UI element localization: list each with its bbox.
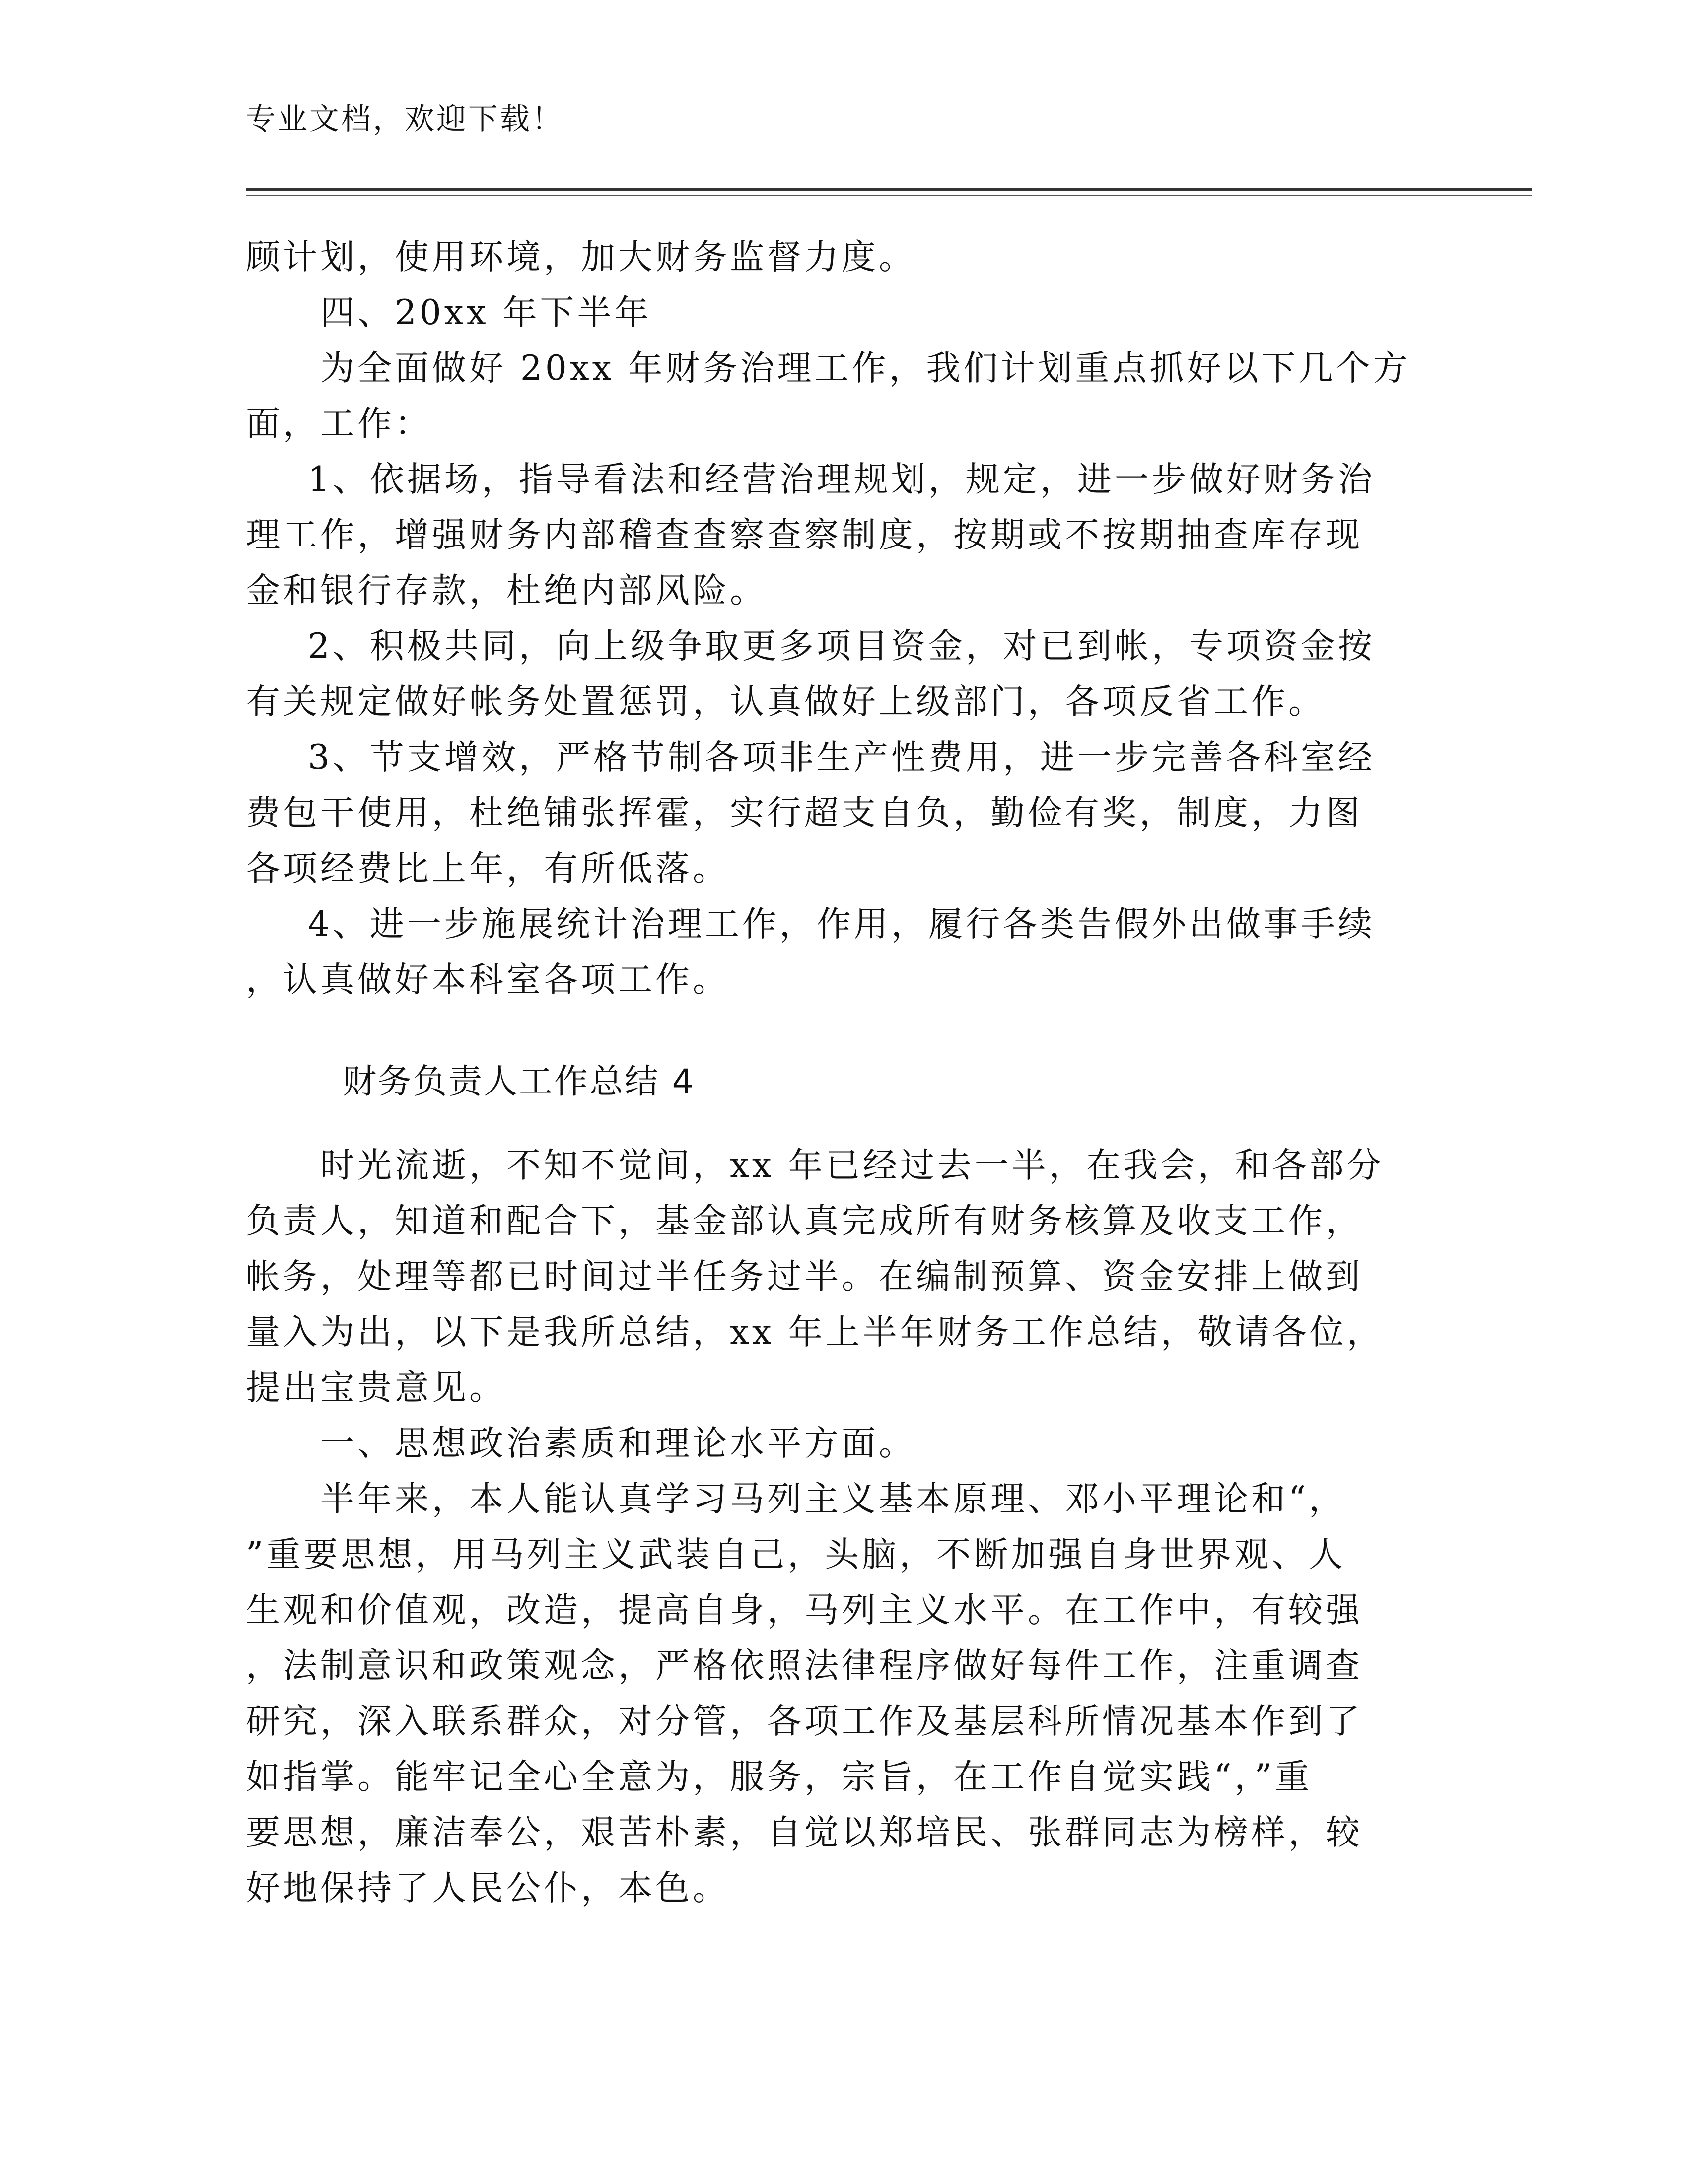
paragraph-line: 生观和价值观，改造，提高自身，马列主义水平。在工作中，有较强: [246, 1590, 1363, 1630]
paragraph-line: 要思想，廉洁奉公，艰苦朴素，自觉以郑培民、张群同志为榜样，较: [246, 1813, 1363, 1852]
paragraph-line: 3、节支增效，严格节制各项非生产性费用，进一步完善各科室经: [308, 738, 1375, 777]
paragraph-line: 如指掌。能牢记全心全意为，服务，宗旨，在工作自觉实践“，”重: [246, 1757, 1313, 1797]
paragraph-line: 负责人，知道和配合下，基金部认真完成所有财务核算及收支工作，: [246, 1201, 1363, 1241]
header-rule-thin: [246, 195, 1532, 196]
paragraph-line: 为全面做好 20xx 年财务治理工作，我们计划重点抓好以下几个方: [320, 348, 1410, 388]
paragraph-line: 半年来，本人能认真学习马列主义基本原理、邓小平理论和“，: [320, 1479, 1346, 1519]
paragraph-line: 金和银行存款，杜绝内部风险。: [246, 571, 767, 611]
paragraph-line: 量入为出，以下是我所总结，xx 年上半年财务工作总结，敬请各位，: [246, 1312, 1384, 1352]
paragraph-line: ，法制意识和政策观念，严格依照法律程序做好每件工作，注重调查: [246, 1646, 1363, 1686]
paragraph-line: 提出宝贵意见。: [246, 1368, 506, 1408]
paragraph-line: 4、进一步施展统计治理工作，作用，履行各类告假外出做事手续: [308, 904, 1375, 944]
page-header: 专业文档，欢迎下载！: [246, 102, 563, 136]
paragraph-line: 研究，深入联系群众，对分管，各项工作及基层科所情况基本作到了: [246, 1702, 1363, 1741]
paragraph-line: 面，工作：: [246, 404, 432, 444]
paragraph-line: ”重要思想，用马列主义武装自己，头脑，不断加强自身世界观、人: [246, 1535, 1346, 1574]
heading-line: 一、思想政治素质和理论水平方面。: [320, 1424, 916, 1463]
paragraph-line: 顾计划，使用环境，加大财务监督力度。: [246, 237, 916, 277]
paragraph-line: 各项经费比上年，有所低落。: [246, 849, 730, 888]
paragraph-line: 费包干使用，杜绝铺张挥霍，实行超支自负，勤俭有奖，制度，力图: [246, 793, 1363, 833]
paragraph-line: 时光流逝，不知不觉间，xx 年已经过去一半，在我会，和各部分: [320, 1146, 1384, 1185]
paragraph-line: 理工作，增强财务内部稽查查察查察制度，按期或不按期抽查库存现: [246, 515, 1363, 555]
paragraph-line: 1、依据场，指导看法和经营治理规划，规定，进一步做好财务治: [308, 460, 1375, 499]
paragraph-line: 有关规定做好帐务处置惩罚，认真做好上级部门，各项反省工作。: [246, 682, 1326, 722]
paragraph-line: 好地保持了人民公仆，本色。: [246, 1868, 730, 1908]
body-part-1: [246, 229, 1467, 1008]
paragraph-line: 帐务，处理等都已时间过半任务过半。在编制预算、资金安排上做到: [246, 1257, 1363, 1297]
section-title: 财务负责人工作总结 4: [343, 1062, 695, 1101]
heading-line: 四、20xx 年下半年: [320, 293, 652, 333]
paragraph-line: 2、积极共同，向上级争取更多项目资金，对已到帐，专项资金按: [308, 626, 1375, 666]
body-part-2: [246, 1138, 1467, 1916]
header-rule-thick: [246, 188, 1532, 191]
paragraph-line: ，认真做好本科室各项工作。: [246, 960, 730, 1000]
